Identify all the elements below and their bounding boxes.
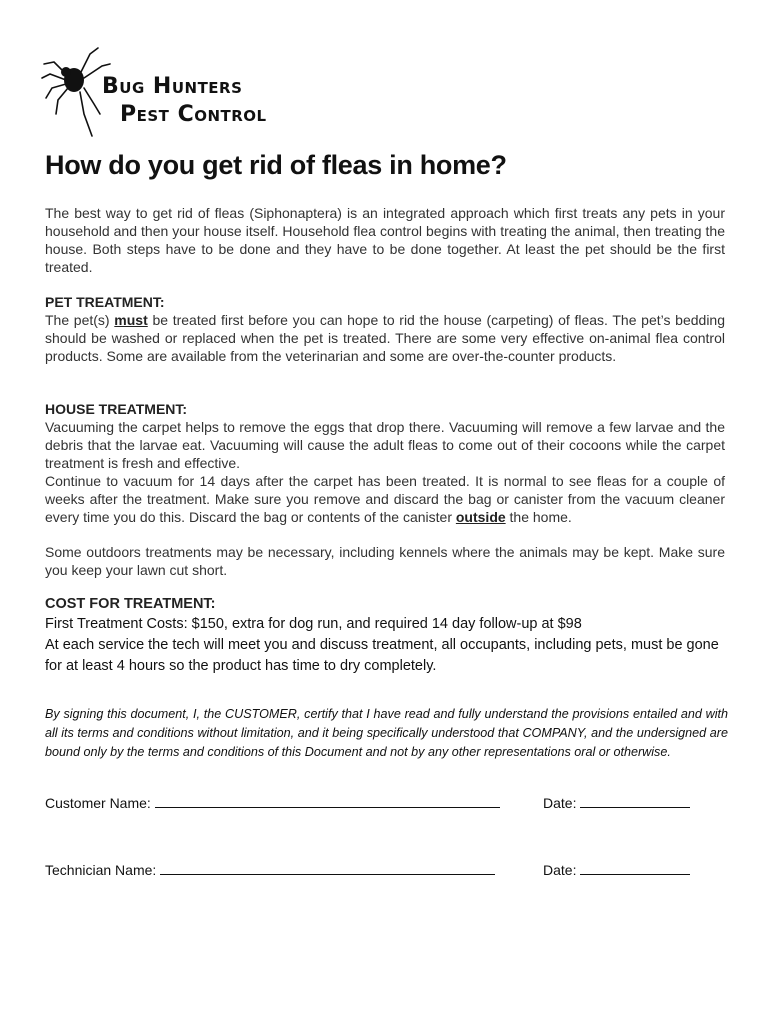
company-logo (40, 44, 330, 144)
intro-paragraph: The best way to get rid of fleas (Siphonaptera) is an integrated approach which first treats any pets in your household and then your house itself. Household flea control begins with treating the animal, then treating the house. Both steps have to be done and they have to be done together. At least the pet should be the first treated. (45, 205, 725, 275)
house-para1: Vacuuming the carpet helps to remove the eggs that drop there. Vacuuming will remove a few larvae and the debris that the larvae eat. Vacuuming will cause the adult fleas to come out of their cocoons while the carpet treatment is fresh and effective. (45, 419, 725, 471)
cost-line1: First Treatment Costs: $150, extra for dog run, and required 14 day follow-up at $98 (45, 616, 582, 632)
house-treatment-section (45, 400, 725, 526)
customer-name-field[interactable] (155, 795, 500, 808)
technician-date-label: Date: (543, 862, 577, 878)
customer-date-label: Date: (543, 795, 577, 811)
page-title: How do you get rid of fleas in home? (45, 150, 507, 180)
pet-treatment-section (45, 293, 725, 365)
logo-text-line2: Pest Control (120, 102, 267, 127)
customer-name-label: Customer Name: (45, 795, 151, 811)
technician-name-row (45, 862, 495, 878)
pet-text-before: The pet(s) (45, 312, 110, 328)
legal-statement: By signing this document, I, the CUSTOMER, certify that I have read and fully understand the provisions entailed and with all its terms and conditions without limitation, and it being specifically understood that COMPANY, and the undersigned are bound only by the terms and conditions of this Document and not by any other representations oral or otherwise. (45, 707, 728, 759)
customer-date-row (543, 795, 690, 811)
pet-text-after: be treated first before you can hope to rid the house (carpeting) of fleas. The pet’s bedding should be washed or replaced when the pet is treated. There are some very effective on-animal flea control products. Some are available from the veterinarian and some are over-the-counter products. (45, 312, 726, 364)
house-para2-before: Continue to vacuum for 14 days after the carpet has been treated. It is normal to see fleas for a couple of weeks after the treatment. Make sure you remove and discard the bag or canister from the vacuum cleaner every time you do this. Discard the bag or contents of the canister (45, 473, 725, 525)
cost-line2: At each service the tech will meet you and discuss treatment, all occupants, including pets, must be gone for at least 4 hours so the product has time to dry completely. (45, 637, 719, 674)
technician-name-field[interactable] (160, 862, 495, 875)
cost-heading: COST FOR TREATMENT: (45, 596, 216, 612)
house-para2-after: the home. (509, 509, 572, 525)
house-treatment-heading: HOUSE TREATMENT: (45, 401, 188, 417)
pet-treatment-heading: PET TREATMENT: (45, 294, 165, 310)
technician-name-label: Technician Name: (45, 862, 157, 878)
outdoors-paragraph: Some outdoors treatments may be necessary, including kennels where the animals may be kept. Make sure you keep your lawn cut short. (45, 544, 725, 578)
customer-date-field[interactable] (580, 795, 690, 808)
logo-text-line1: Bug Hunters (102, 74, 243, 99)
technician-date-field[interactable] (580, 862, 690, 875)
house-emphasis: outside (455, 509, 506, 525)
technician-date-row (543, 862, 690, 878)
pet-emphasis: must (114, 312, 148, 328)
customer-name-row (45, 795, 500, 811)
cost-section (45, 594, 735, 677)
